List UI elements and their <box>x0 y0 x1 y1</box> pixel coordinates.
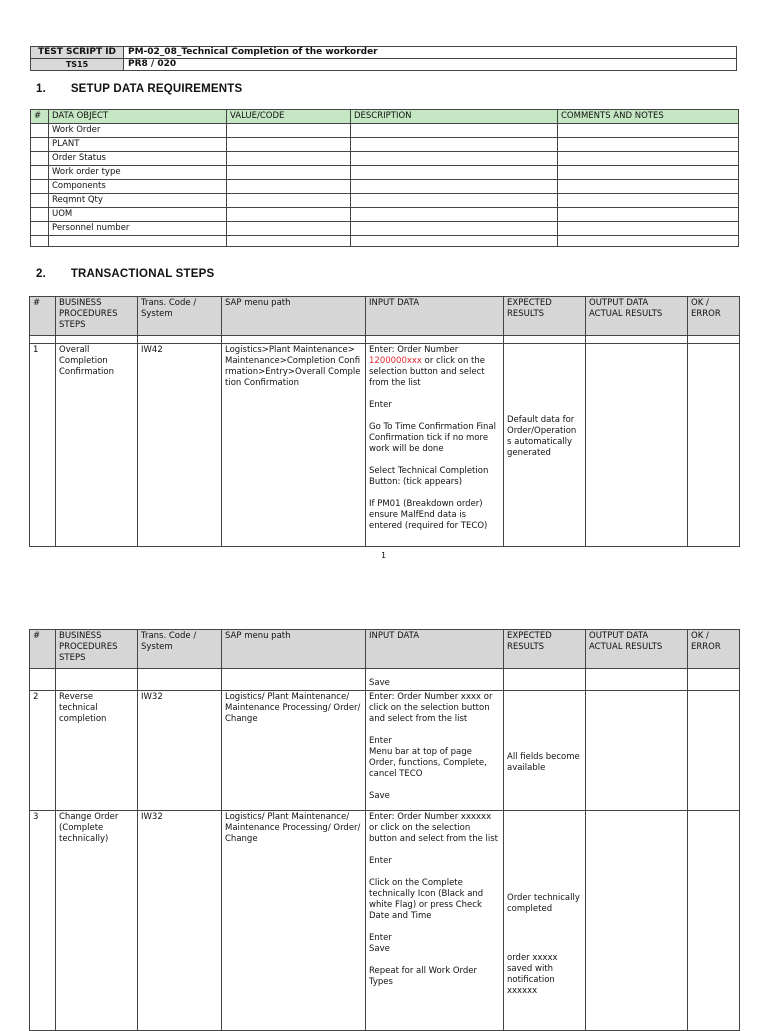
script-header <box>30 46 737 71</box>
section2-heading <box>36 268 214 280</box>
input-paragraph: Enter: Order Number xxxxxx or click on the selection button and select from the list <box>369 812 499 844</box>
column-header: Trans. Code / System <box>138 630 222 669</box>
column-header: # <box>30 297 56 336</box>
table-row <box>31 138 739 152</box>
column-header: # <box>31 110 49 124</box>
step-name: Reverse technical completion <box>56 691 138 811</box>
column-header: EXPECTED RESULTS <box>504 297 586 336</box>
trans-code: IW32 <box>138 691 222 811</box>
input-paragraph: Enter <box>369 856 392 866</box>
steps-header-row <box>30 630 740 669</box>
output-data-cell <box>586 344 688 547</box>
table-row <box>31 194 739 208</box>
table-row <box>31 236 739 247</box>
expected-text: order xxxxx saved with notification xxxxxx <box>507 953 558 996</box>
page-number: 1 <box>381 551 387 560</box>
input-paragraph: Repeat for all Work Order Types <box>369 966 478 987</box>
column-header: BUSINESS PROCEDURES STEPS <box>56 630 138 669</box>
expected-text: All fields become available <box>507 752 580 773</box>
input-data-cell <box>366 691 504 811</box>
ok-error-cell <box>688 344 740 547</box>
output-data-cell <box>586 691 688 811</box>
section2-title: TRANSACTIONAL STEPS <box>70 268 215 280</box>
input-paragraph: Enter: Order Number xxxx or click on the selection button and select from the list <box>369 692 493 724</box>
table-row <box>31 208 739 222</box>
test-script-ref: PR8 / 020 <box>124 59 737 71</box>
data-object-cell: Order Status <box>49 152 227 166</box>
column-header: OUTPUT DATA ACTUAL RESULTS <box>586 630 688 669</box>
column-header: INPUT DATA <box>366 630 504 669</box>
ok-error-cell <box>688 691 740 811</box>
test-script-id-label: TEST SCRIPT ID <box>31 47 124 59</box>
section1-heading <box>36 83 242 95</box>
data-object-cell: Personnel number <box>49 222 227 236</box>
column-header: SAP menu path <box>222 297 366 336</box>
trans-code: IW32 <box>138 811 222 1031</box>
step-number: 1 <box>30 344 56 547</box>
section1-title: SETUP DATA REQUIREMENTS <box>70 83 243 95</box>
expected-results-cell <box>504 691 586 811</box>
table-row <box>30 344 740 547</box>
section1-number: 1. <box>36 83 46 95</box>
setup-data-table <box>30 109 739 247</box>
test-script-title: PM-02_08_Technical Completion of the workorder <box>124 47 737 59</box>
column-header: # <box>30 630 56 669</box>
sap-menu-path: Logistics>Plant Maintenance>Maintenance>Completion Confirmation>Entry>Overall Completion Confirmation <box>222 344 366 547</box>
step-number: 3 <box>30 811 56 1031</box>
input-paragraph: Enter Save <box>369 933 392 954</box>
section2-number: 2. <box>36 268 46 280</box>
column-header: BUSINESS PROCEDURES STEPS <box>56 297 138 336</box>
input-data-cell <box>366 811 504 1031</box>
column-header: OK / ERROR <box>688 630 740 669</box>
sap-menu-path: Logistics/ Plant Maintenance/ Maintenance Processing/ Order/ Change <box>222 811 366 1031</box>
sap-menu-path: Logistics/ Plant Maintenance/ Maintenance Processing/ Order/ Change <box>222 691 366 811</box>
data-object-cell: Reqmnt Qty <box>49 194 227 208</box>
input-data-cell <box>366 344 504 547</box>
column-header: OUTPUT DATA ACTUAL RESULTS <box>586 297 688 336</box>
step-name: Overall Completion Confirmation <box>56 344 138 547</box>
table-row <box>31 152 739 166</box>
input-paragraph: Click on the Complete technically Icon (Black and white Flag) or press Check Date and Time <box>369 878 484 921</box>
setup-header-row <box>31 110 739 124</box>
expected-results-cell <box>504 344 586 547</box>
data-object-cell: Work order type <box>49 166 227 180</box>
input-paragraph: Go To Time Confirmation Final Confirmation tick if no more work will be done <box>369 422 496 454</box>
data-object-cell <box>49 236 227 247</box>
test-script-id-value: TS15 <box>31 59 124 71</box>
expected-results-cell <box>504 811 586 1031</box>
input-paragraph <box>369 345 500 389</box>
expected-text: Order technically completed <box>507 893 580 914</box>
column-header: DATA OBJECT <box>49 110 227 124</box>
spacer-row <box>30 336 740 344</box>
step-number: 2 <box>30 691 56 811</box>
order-number-highlight: 1200000xxx <box>369 356 422 366</box>
input-text: or click on the selection button and select from the list <box>369 356 485 388</box>
step-name: Change Order (Complete technically) <box>56 811 138 1031</box>
column-header: SAP menu path <box>222 630 366 669</box>
table-row <box>31 124 739 138</box>
table-row <box>30 691 740 811</box>
input-paragraph: If PM01 (Breakdown order) ensure MalfEnd data is entered (required for TECO) <box>369 499 488 531</box>
input-paragraph: Select Technical Completion Button: (tick appears) <box>369 466 489 487</box>
input-paragraph: Enter <box>369 400 392 410</box>
data-object-cell: Components <box>49 180 227 194</box>
expected-text: Default data for Order/Operation s automatically generated <box>507 415 577 458</box>
table-row <box>31 222 739 236</box>
input-text: Enter: Order Number <box>369 345 459 355</box>
column-header: DESCRIPTION <box>351 110 558 124</box>
table-row <box>30 669 740 691</box>
carry-over-input: Save <box>366 669 504 691</box>
column-header: COMMENTS AND NOTES <box>558 110 739 124</box>
steps-header-row <box>30 297 740 336</box>
transactional-steps-table-continued <box>29 629 740 1031</box>
transactional-steps-table <box>29 296 740 547</box>
column-header: INPUT DATA <box>366 297 504 336</box>
input-paragraph: Enter Menu bar at top of page Order, functions, Complete, cancel TECO <box>369 736 487 779</box>
column-header: EXPECTED RESULTS <box>504 630 586 669</box>
data-object-cell: PLANT <box>49 138 227 152</box>
table-row <box>31 180 739 194</box>
ok-error-cell <box>688 811 740 1031</box>
column-header: OK / ERROR <box>688 297 740 336</box>
table-row <box>31 166 739 180</box>
trans-code: IW42 <box>138 344 222 547</box>
input-paragraph: Save <box>369 791 390 801</box>
data-object-cell: Work Order <box>49 124 227 138</box>
data-object-cell: UOM <box>49 208 227 222</box>
output-data-cell <box>586 811 688 1031</box>
column-header: Trans. Code / System <box>138 297 222 336</box>
column-header: VALUE/CODE <box>227 110 351 124</box>
table-row <box>30 811 740 1031</box>
